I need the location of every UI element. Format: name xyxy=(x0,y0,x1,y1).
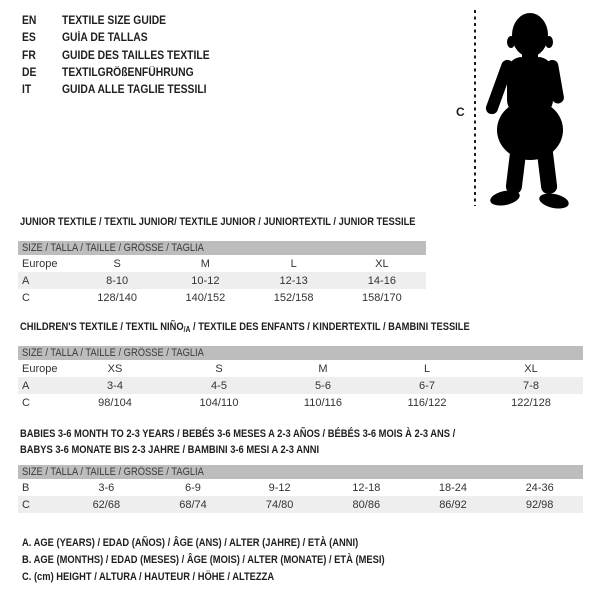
children-section-title: CHILDREN'S TEXTILE / TEXTIL $NIÑO_{/A}$ / TEXTILE DES ENFANTS / KINDERTEXTIL / BAMBINI TESSILE xyxy=(20,321,470,334)
language-label: GUIDA ALLE TAGLIE TESSILI xyxy=(62,84,207,97)
size-cell: 116/122 xyxy=(407,396,447,409)
size-cell: 9-12 xyxy=(268,481,291,494)
size-cell: 3-6 xyxy=(98,481,115,494)
size-cell: 74/80 xyxy=(236,496,323,513)
size-cell: 122/128 xyxy=(511,396,551,409)
size-header-row xyxy=(18,241,426,255)
size-cell: 18-24 xyxy=(438,481,468,494)
size-header-row xyxy=(18,346,583,360)
junior-section-title: JUNIOR TEXTILE / TEXTIL JUNIOR/ TEXTILE JUNIOR / JUNIORTEXTIL / JUNIOR TESSILE xyxy=(20,216,416,228)
title-subscript: /A xyxy=(183,325,191,334)
table-row-c xyxy=(18,394,583,411)
size-cell: 86/92 xyxy=(410,496,497,513)
size-header-label: SIZE / TALLA / TAILLE / GRÖSSE / TAGLIA xyxy=(22,242,204,254)
table-row-europe xyxy=(18,255,426,272)
language-code: FR xyxy=(22,49,36,62)
language-label: GUIDE DES TAILLES TEXTILE xyxy=(62,49,210,62)
footnote-c: C. (cm) HEIGHT / ALTURA / HAUTEUR / HÖHE / ALTEZZA xyxy=(22,571,275,584)
size-cell: 140/152 xyxy=(185,291,226,304)
size-cell: 152/158 xyxy=(273,291,314,304)
size-cell: 6-9 xyxy=(185,481,201,494)
row-label: A xyxy=(18,272,73,289)
children-size-table xyxy=(18,346,583,411)
size-header-label: SIZE / TALLA / TAILLE / GRÖSSE / TAGLIA xyxy=(22,466,204,478)
babies-section-title: BABIES 3-6 MONTH TO 2-3 YEARS / BEBÉS 3-6 MESES A 2-3 AÑOS / BÉBÉS 3-6 MOIS À 2-3 ANS / BABYS 3-6 MONATE BIS 2-3 JAHRE / BAMBINI 3-6 MESI A 2-3 ANNI xyxy=(20,428,456,456)
size-cell: XL xyxy=(524,362,538,375)
language-label: TEXTILGRÖßENFÜHRUNG xyxy=(62,66,194,79)
size-header-row xyxy=(18,465,583,479)
size-cell: 110/116 xyxy=(303,396,343,409)
baby-figure xyxy=(450,2,590,214)
size-cell: 12-18 xyxy=(352,481,381,494)
language-code: IT xyxy=(22,84,32,97)
size-cell: 92/98 xyxy=(496,496,583,513)
language-row-fr xyxy=(22,50,226,67)
size-cell: 3-4 xyxy=(63,377,167,394)
size-cell: L xyxy=(290,257,297,270)
language-label: TEXTILE SIZE GUIDE xyxy=(62,15,167,27)
size-cell: 24-36 xyxy=(525,481,554,494)
size-cell: 98/104 xyxy=(98,396,132,409)
size-cell: 7-8 xyxy=(479,377,583,394)
junior-size-table xyxy=(18,241,426,306)
footnotes xyxy=(22,537,449,589)
row-label: A xyxy=(18,377,63,394)
language-row-it xyxy=(22,84,226,101)
size-cell: XS xyxy=(107,362,123,375)
size-cell: 12-13 xyxy=(250,272,338,289)
row-label: Europe xyxy=(22,257,58,270)
table-row-b xyxy=(18,479,583,496)
size-cell: S xyxy=(113,257,121,270)
size-cell: 68/74 xyxy=(150,496,237,513)
size-cell: 62/68 xyxy=(63,496,150,513)
size-cell: 8-10 xyxy=(73,272,161,289)
row-label: B xyxy=(22,481,30,494)
row-label: C xyxy=(18,496,63,513)
size-cell: M xyxy=(318,362,328,375)
size-cell: M xyxy=(200,257,210,270)
size-cell: 10-12 xyxy=(161,272,249,289)
size-cell: S xyxy=(215,362,223,375)
language-row-es xyxy=(22,32,226,49)
size-cell: 14-16 xyxy=(338,272,426,289)
row-label: C xyxy=(22,396,30,409)
footnote-b: B. AGE (MONTHS) / EDAD (MESES) / ÂGE (MOIS) / ALTER (MONATE) / ETÀ (MESI) xyxy=(22,554,385,567)
size-cell: 5-6 xyxy=(271,377,375,394)
baby-silhouette xyxy=(484,13,570,211)
table-row-a xyxy=(18,377,583,394)
language-code: DE xyxy=(22,66,37,79)
size-cell: 6-7 xyxy=(375,377,479,394)
row-label: Europe xyxy=(22,362,58,375)
size-cell: L xyxy=(423,362,431,375)
size-cell: 158/170 xyxy=(361,291,402,304)
row-label: C xyxy=(22,291,30,304)
language-row-de xyxy=(22,67,226,84)
language-guide-list xyxy=(22,15,226,101)
table-row-c xyxy=(18,496,583,513)
size-cell: XL xyxy=(375,257,389,270)
height-label-c: C xyxy=(456,105,465,119)
language-code: ES xyxy=(22,32,36,45)
language-code: EN xyxy=(22,15,37,27)
size-header-label: SIZE / TALLA / TAILLE / GRÖSSE / TAGLIA xyxy=(22,347,204,359)
footnote-a: A. AGE (YEARS) / EDAD (AÑOS) / ÂGE (ANS) / ALTER (JAHRE) / ETÀ (ANNI) xyxy=(22,537,359,549)
language-label: GUÍA DE TALLAS xyxy=(62,32,148,45)
table-row-europe xyxy=(18,360,583,377)
size-cell: 4-5 xyxy=(167,377,271,394)
size-cell: 128/140 xyxy=(97,291,137,304)
language-row-en xyxy=(22,15,226,32)
table-row-c xyxy=(18,289,426,306)
babies-size-table xyxy=(18,465,583,513)
size-cell: 80/86 xyxy=(323,496,410,513)
size-cell: 104/110 xyxy=(199,396,239,409)
table-row-a xyxy=(18,272,426,289)
